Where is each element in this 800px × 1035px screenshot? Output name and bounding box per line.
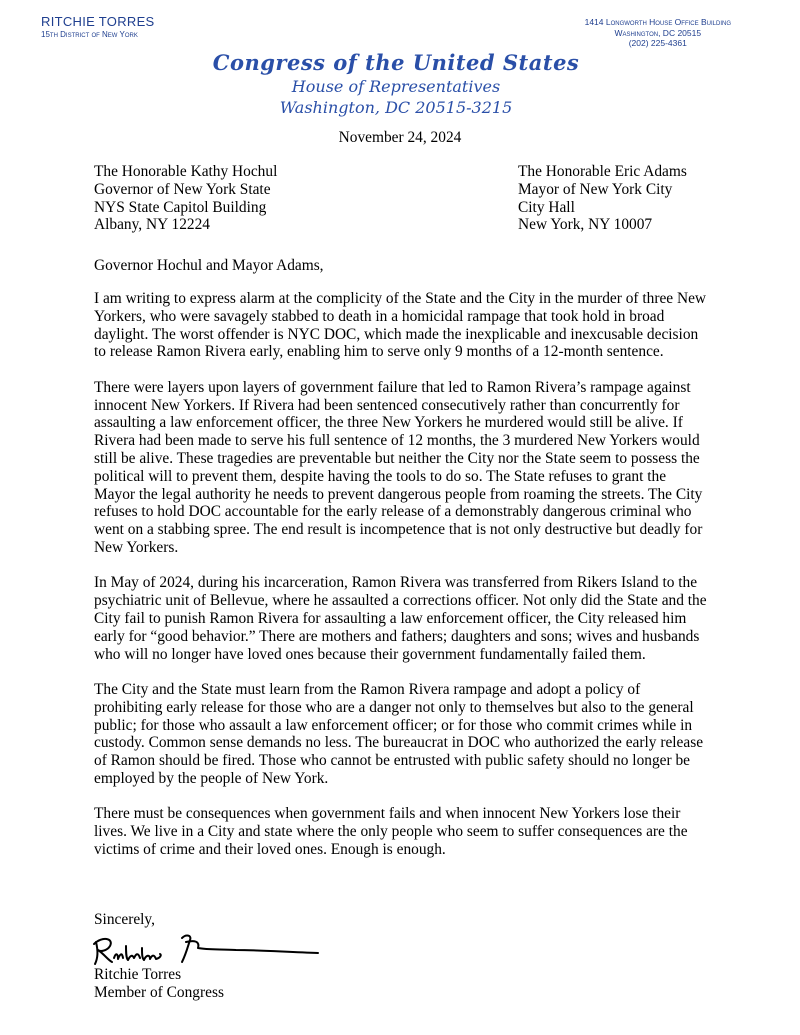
district: 15th District of New York xyxy=(41,30,138,39)
recipient-line: Mayor of New York City xyxy=(518,180,673,198)
body-paragraph: There must be consequences when government fails and when innocent New Yorkers lose their lives. We live in a City and state where the only people who seem to suffer consequences are the victims of crime and their loved ones. Enough is enough. xyxy=(94,805,688,858)
office-building: 1414 Longworth House Office Building xyxy=(584,17,731,27)
member-name-header xyxy=(41,14,155,39)
letterhead-title xyxy=(0,50,792,117)
closing: Sincerely, xyxy=(94,911,155,928)
body-paragraph: In May of 2024, during his incarceration, Ramon Rivera was transferred from Rikers Island to the psychiatric unit of Bellevue, where he assaulted a corrections officer. Not only did the State and the City fail to punish Ramon Rivera for assaulting a law enforcement officer, the City released him early for “good behavior.” There are mothers and fathers; daughters and sons; wives and husbands who will no longer have loved ones because their government fundamentally failed them. xyxy=(94,574,707,663)
member-name: RITCHIE TORRES xyxy=(41,14,155,29)
recipient-mayor xyxy=(518,163,687,234)
handwritten-signature xyxy=(90,928,322,968)
letter-body xyxy=(94,290,710,876)
body-paragraph: I am writing to express alarm at the complicity of the State and the City in the murder of three New Yorkers, who were savagely stabbed to death in a homicidal rampage that took hold in broad daylight. The worst offender is NYC DOC, which made the inexplicable and inexcusable decision to release Ramon Rivera early, enabling him to serve only 9 months of a 12-month sentence. xyxy=(94,290,707,361)
recipient-line: Governor of New York State xyxy=(94,180,271,198)
recipient-line: City Hall xyxy=(518,198,575,216)
recipient-line: The Honorable Eric Adams xyxy=(518,163,687,180)
office-address-header xyxy=(585,17,731,49)
signer-title: Member of Congress xyxy=(94,983,224,1001)
signer-name: Ritchie Torres xyxy=(94,966,182,983)
recipient-line: Albany, NY 12224 xyxy=(94,216,210,234)
congress-title: Congress of the United States xyxy=(212,50,580,75)
salutation: Governor Hochul and Mayor Adams, xyxy=(94,257,324,274)
house-title: House of Representatives xyxy=(291,77,501,96)
signer-block xyxy=(94,966,224,1002)
recipient-governor xyxy=(94,163,277,234)
body-paragraph: There were layers upon layers of government failure that led to Ramon Rivera’s rampage against innocent New Yorkers. If Rivera had been sentenced consecutively rather than concurrently for assaulting a law enforcement officer, the three New Yorkers he murdered would still be alive. If Rivera had been made to serve his full sentence of 12 months, the 3 murdered New Yorkers would still be alive. These tragedies are preventable but neither the City nor the State seem to possess the political will to prevent them, despite having the tools to do so. The State refuses to grant the Mayor the legal authority he needs to prevent dangerous people from roaming the streets. The City refuses to hold DOC accountable for the early release of a demonstrably dangerous criminal who went on a stabbing spree. The end result is incompetence that is not only destructive but deadly for New Yorkers. xyxy=(94,378,703,556)
office-phone: (202) 225-4361 xyxy=(628,38,687,48)
letter-date: November 24, 2024 xyxy=(338,129,462,146)
washington-address: Washington, DC 20515-3215 xyxy=(279,98,513,117)
recipient-line: The Honorable Kathy Hochul xyxy=(94,163,278,180)
body-paragraph: The City and the State must learn from the Ramon Rivera rampage and adopt a policy of prohibiting early release for those who are a danger not only to themselves but also to the general public; for those who assault a law enforcement officer; or for those who commit crimes while in custody. Common sense demands no less. The bureaucrat in DOC who authorized the early release of Ramon should be fired. Those who cannot be entrusted with public safety should no longer be employed by the people of New York. xyxy=(94,680,704,787)
office-city: Washington, DC 20515 xyxy=(614,27,702,38)
recipient-line: New York, NY 10007 xyxy=(518,216,653,234)
recipient-line: NYS State Capitol Building xyxy=(94,198,267,216)
